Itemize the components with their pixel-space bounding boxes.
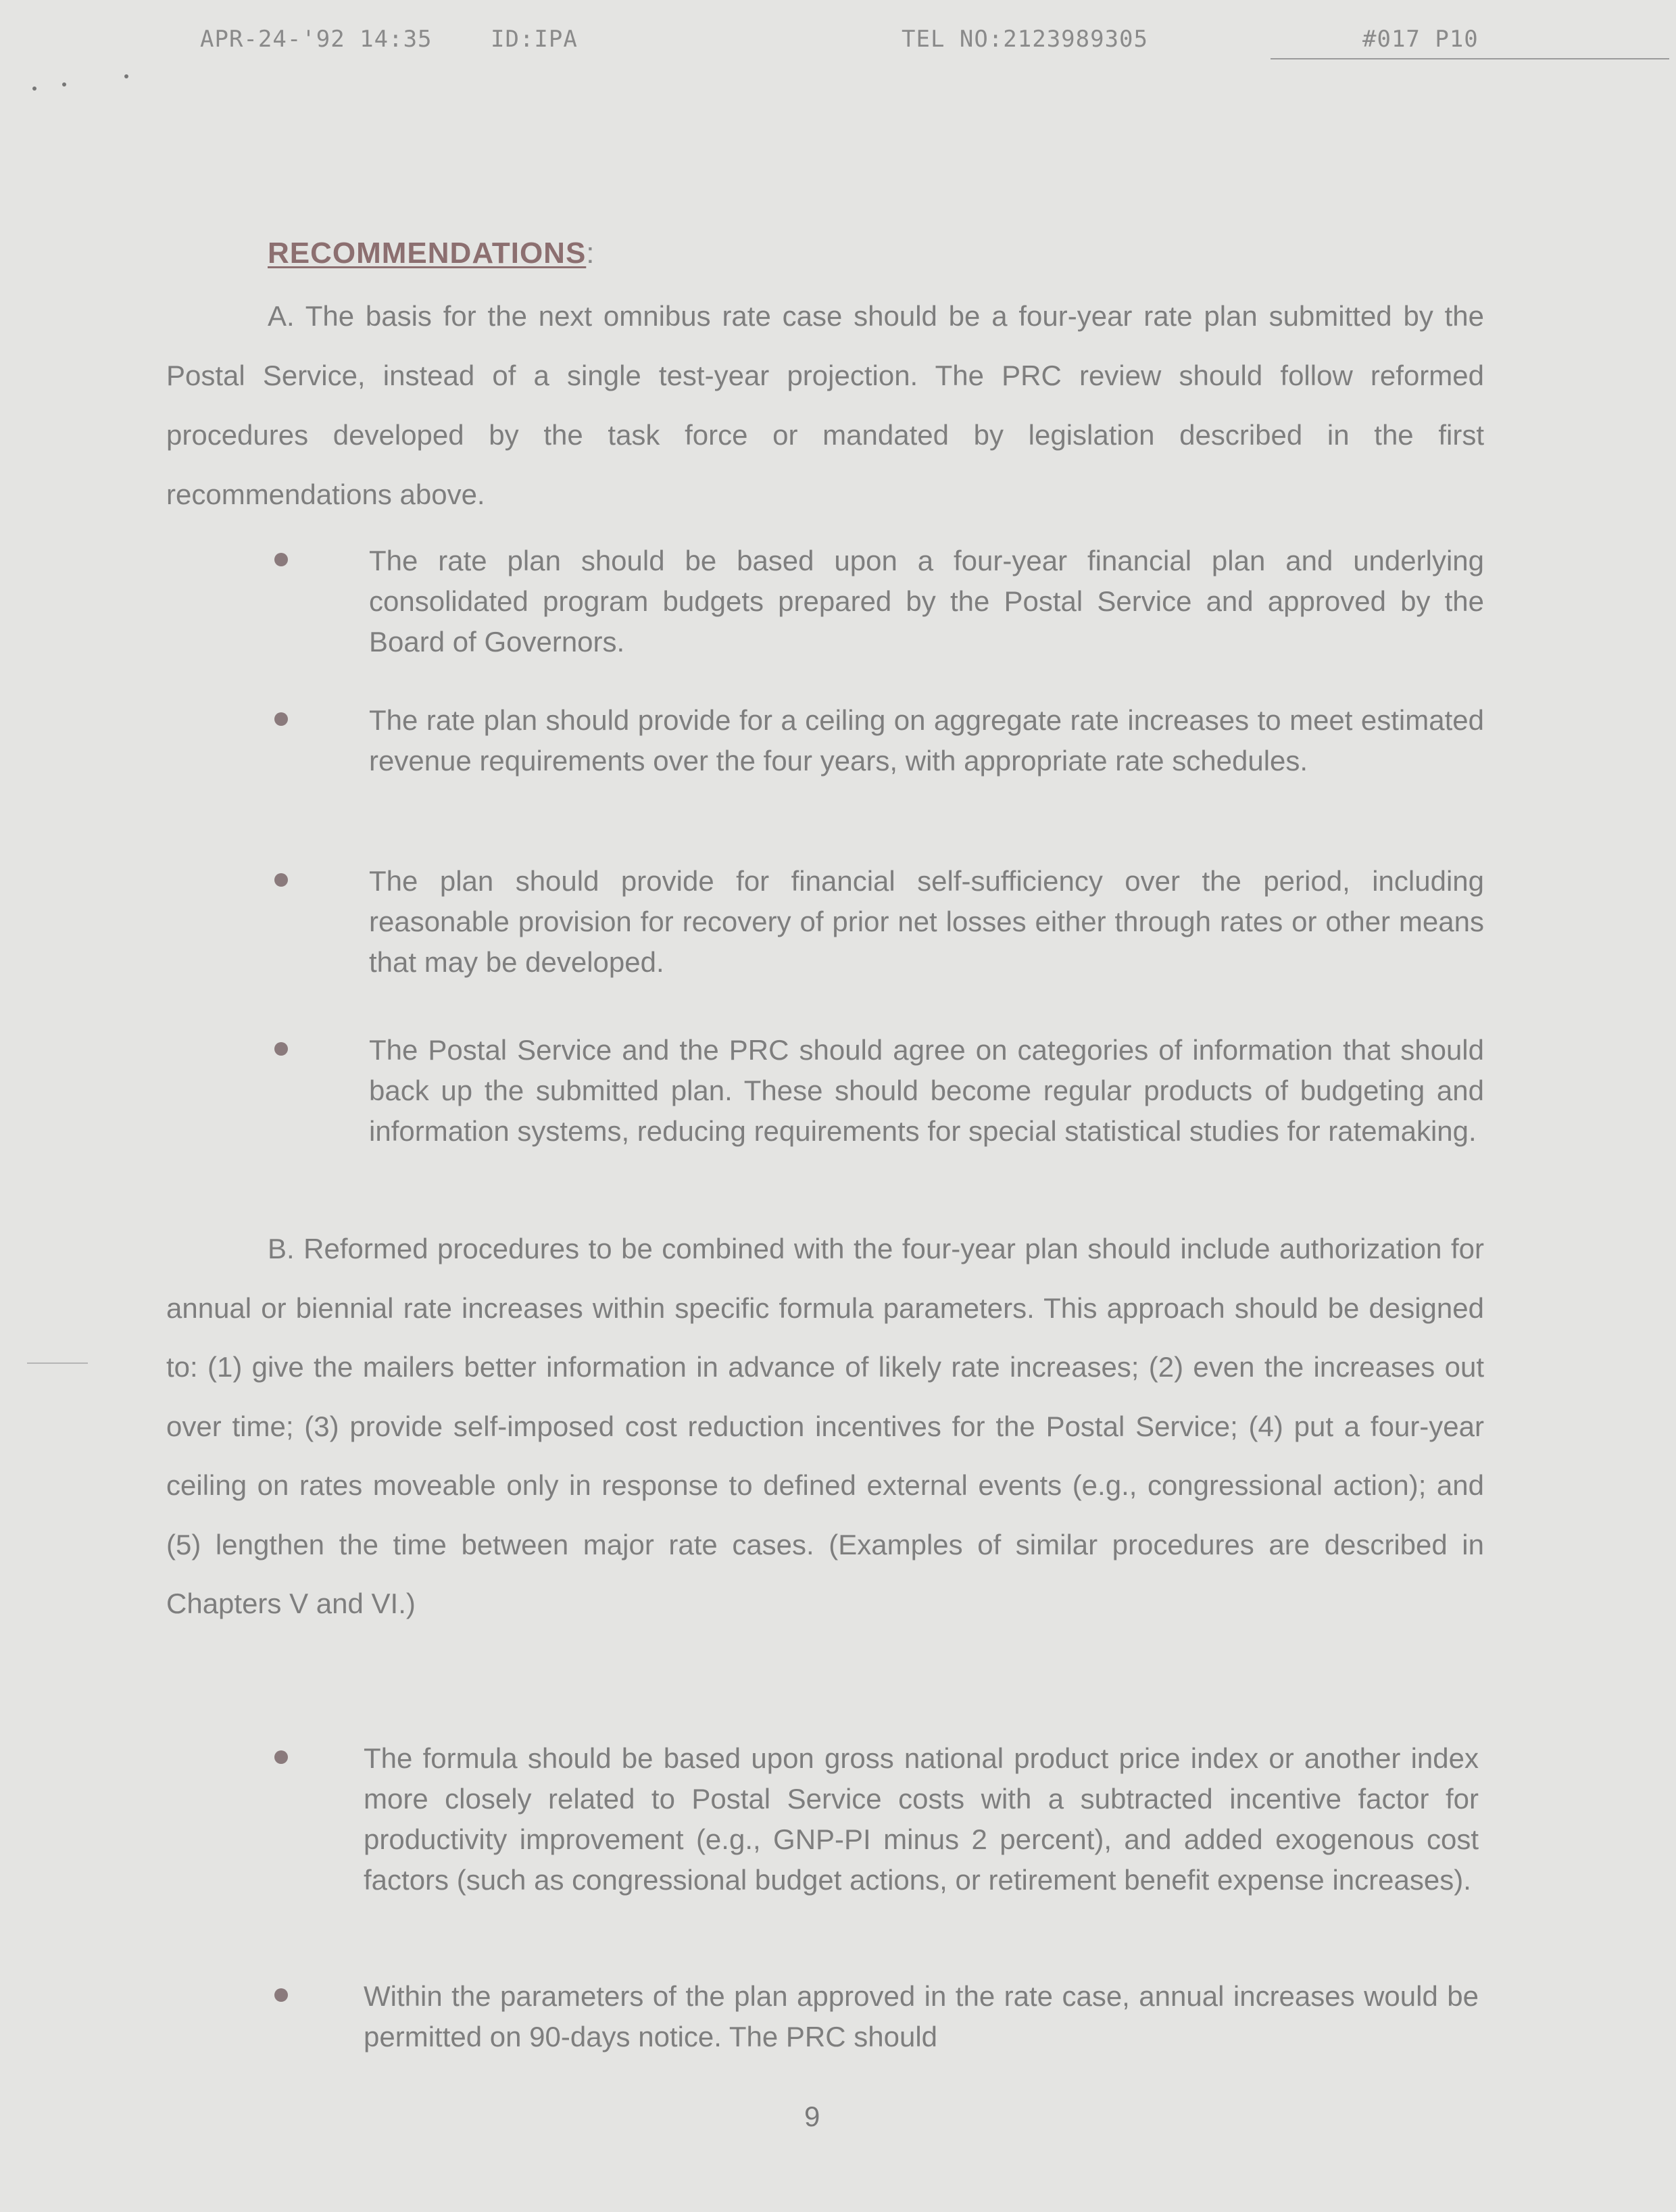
bullet-text: The rate plan should be based upon a four-year financial plan and underlying consolidated program budgets prepared by the Postal Service and approved by the Board of Governors.: [369, 545, 1484, 658]
fax-date-time: APR-24-'92 14:35: [200, 26, 433, 53]
scan-speck: [124, 74, 128, 78]
section-heading: [268, 237, 595, 270]
bullet-dot-icon: [274, 1750, 288, 1764]
heading-colon: :: [586, 237, 595, 270]
fax-page-marker: #017 P10: [1362, 26, 1479, 53]
bullet-dot-icon: [274, 1988, 288, 2002]
scan-mark: [27, 1362, 88, 1364]
fax-header-rule: [1271, 58, 1669, 59]
scan-speck: [32, 87, 36, 91]
bullet-dot-icon: [274, 712, 288, 726]
heading-title: RECOMMENDATIONS: [268, 237, 587, 270]
bullet-dot-icon: [274, 1042, 288, 1056]
bullet-text: The Postal Service and the PRC should agree on categories of information that should back up the submitted plan. These should become regular products of budgeting and information systems, reducing requirements for special statistical studies for ratemaking.: [369, 1034, 1484, 1147]
bullet-text: The rate plan should provide for a ceiling on aggregate rate increases to meet estimated revenue requirements over the four years, with appropriate rate schedules.: [369, 704, 1484, 777]
paragraph-b: B. Reformed procedures to be combined with the four-year plan should include authorization for annual or biennial rate increases within specific formula parameters. This approach should be designed to: (1) give the mailers better information in advance of likely rate increases; (2) even the increases out over time; (3) provide self-imposed cost reduction incentives for the Postal Service; (4) put a four-year ceiling on rates moveable only in response to defined external events (e.g., congressional action); and (5) lengthen the time between major rate cases. (Examples of similar procedures are described in Chapters V and VI.): [166, 1233, 1484, 1619]
paragraph-a: A. The basis for the next omnibus rate case should be a four-year rate plan submitted by the Postal Service, instead of a single test-year projection. The PRC review should follow reformed procedures developed by the task force or mandated by legislation described in the first recommendations above.: [166, 300, 1484, 510]
scan-speck: [62, 82, 66, 87]
fax-sender-id: ID:IPA: [491, 26, 578, 53]
bullet-dot-icon: [274, 553, 288, 566]
bullet-text: The formula should be based upon gross national product price index or another index more closely related to Postal Service costs with a subtracted incentive factor for productivity improvement (e.g., GNP-PI minus 2 percent), and added exogenous cost factors (such as congressional budget actions, or retirement benefit expense increases).: [364, 1742, 1479, 1896]
bullet-text: The plan should provide for financial self-sufficiency over the period, including reasonable provision for recovery of prior net losses either through rates or other means that may be developed.: [369, 865, 1484, 978]
bullet-dot-icon: [274, 873, 288, 887]
fax-telephone: TEL NO:2123989305: [902, 26, 1148, 53]
page-number: 9: [804, 2100, 820, 2132]
bullet-text: Within the parameters of the plan approved in the rate case, annual increases would be permitted on 90-days notice. The PRC should: [364, 1980, 1479, 2053]
fax-header: [0, 20, 1676, 68]
